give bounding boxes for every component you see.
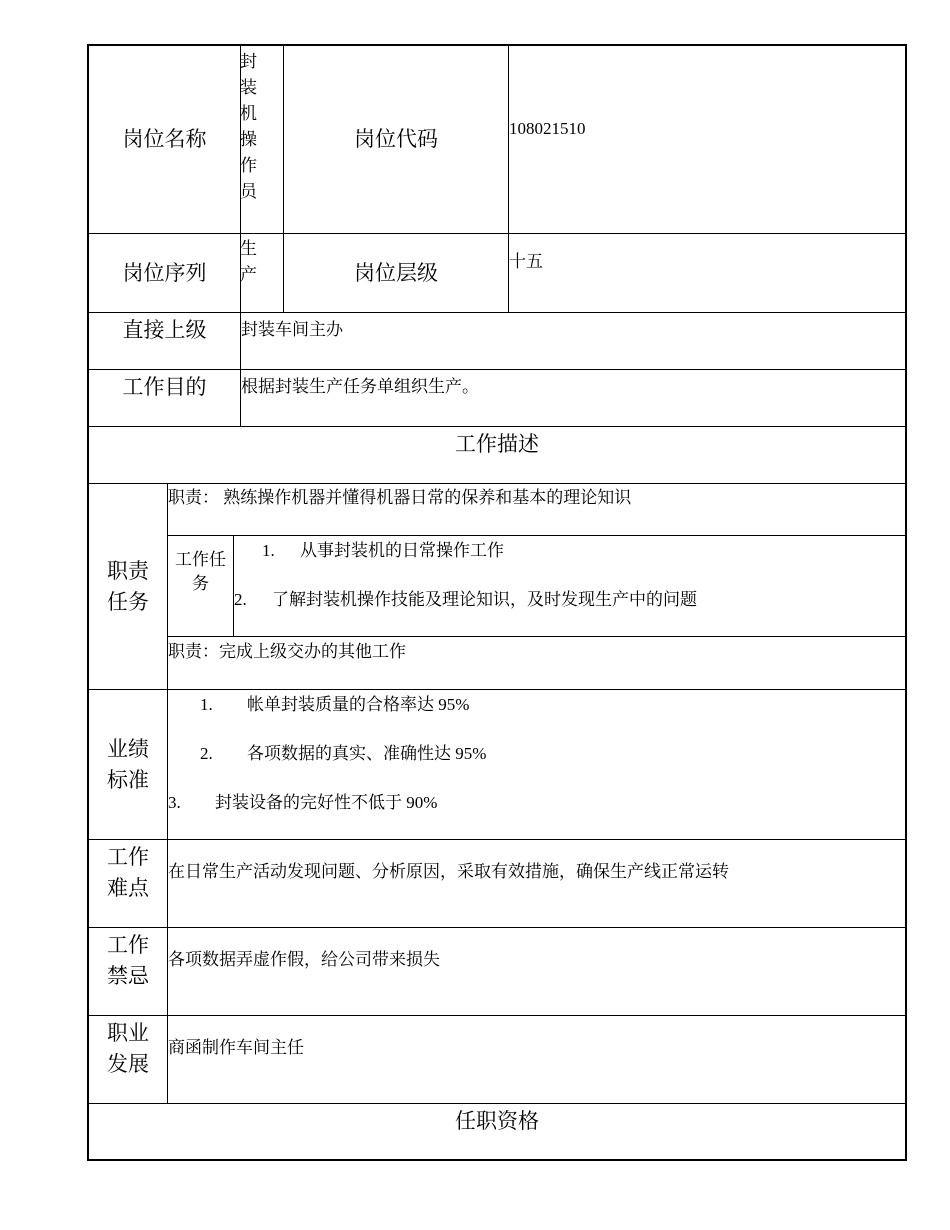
supervisor-value [241, 318, 891, 342]
supervisor-text: 封装车间主办 [241, 320, 343, 339]
label-difficulty [89, 842, 167, 904]
label-tasks [168, 548, 233, 596]
hline [87, 312, 907, 313]
position-name-text: 封装机操作员 [240, 52, 257, 201]
position-level-text: 十五 [509, 252, 543, 271]
section-work-description [89, 429, 905, 460]
section-qualification [89, 1106, 905, 1137]
duty-1 [168, 486, 898, 510]
label-position-series-text: 岗位序列 [122, 260, 207, 285]
task-1-text: 从事封装机的日常操作工作 [300, 541, 504, 560]
border-right [905, 44, 907, 1161]
task-2-text: 了解封装机操作技能及理论知识，及时发现生产中的问题 [272, 590, 697, 609]
label-position-level-text: 岗位层级 [354, 260, 438, 285]
difficulty-text: 在日常生产活动发现问题、分析原因，采取有效措施，确保生产线正常运转 [168, 862, 729, 881]
career-text: 商函制作车间主任 [168, 1038, 304, 1057]
label-position-name [89, 46, 240, 233]
performance-item-3 [168, 791, 888, 815]
hline [87, 839, 907, 840]
taboo-text: 各项数据弄虚作假，给公司带来损失 [168, 950, 440, 969]
hline [87, 689, 907, 690]
performance-item-1 [200, 693, 890, 717]
label-career-line2: 发展 [107, 1052, 149, 1076]
label-purpose-text: 工作目的 [122, 375, 207, 399]
hline [167, 636, 907, 637]
label-duties-line1: 职责 [107, 558, 149, 583]
performance-item-3-number: 3. [168, 793, 181, 812]
task-1-number: 1. [262, 541, 275, 560]
label-difficulty-line1: 工作 [107, 845, 149, 869]
position-name-value [240, 49, 260, 229]
section-work-description-text: 工作描述 [455, 432, 539, 456]
performance-item-2-text: 各项数据的真实、准确性达 95% [247, 744, 487, 763]
border-bottom [87, 1159, 907, 1161]
label-duties [89, 484, 167, 689]
label-difficulty-line2: 难点 [107, 876, 149, 900]
performance-item-1-number: 1. [200, 695, 213, 714]
label-taboo [89, 930, 167, 992]
performance-item-3-text: 封装设备的完好性不低于 90% [215, 793, 438, 812]
label-tasks-line2: 务 [192, 574, 209, 593]
label-taboo-line2: 禁忌 [107, 964, 149, 988]
purpose-value [241, 375, 891, 399]
hline [87, 426, 907, 427]
label-position-level [284, 234, 508, 312]
hline [87, 1103, 907, 1104]
label-performance [89, 690, 167, 839]
position-level-value [509, 250, 899, 274]
label-supervisor [89, 315, 240, 346]
position-series-value [240, 236, 260, 308]
performance-item-1-text: 帐单封装质量的合格率达 95% [247, 695, 470, 714]
performance-item-2 [200, 742, 890, 766]
label-position-series [89, 234, 240, 312]
hline [87, 483, 907, 484]
label-supervisor-text: 直接上级 [122, 318, 207, 342]
label-performance-line2: 标准 [107, 767, 149, 792]
label-career [89, 1018, 167, 1080]
performance-item-2-number: 2. [200, 744, 213, 763]
section-qualification-text: 任职资格 [455, 1109, 539, 1133]
label-purpose [89, 372, 240, 403]
difficulty-value [168, 860, 898, 884]
hline [87, 927, 907, 928]
career-value [168, 1036, 898, 1060]
task-2-number: 2. [234, 590, 247, 609]
position-series-text: 生产 [240, 239, 257, 284]
hline [87, 369, 907, 370]
duty-2-text: 职责：完成上级交办的其他工作 [168, 642, 406, 661]
label-performance-line1: 业绩 [107, 736, 149, 761]
task-2 [234, 588, 894, 612]
duty-2 [168, 640, 898, 664]
hline [87, 1015, 907, 1016]
label-taboo-line1: 工作 [107, 933, 149, 957]
duty-1-text: 职责： 熟练操作机器并懂得机器日常的保养和基本的理论知识 [168, 488, 632, 507]
label-position-code [284, 46, 508, 233]
position-code-value [509, 117, 899, 141]
label-duties-line2: 任务 [107, 589, 149, 614]
label-position-name-text: 岗位名称 [122, 127, 207, 151]
taboo-value [168, 948, 898, 972]
task-1 [262, 539, 892, 563]
hline [167, 535, 907, 536]
label-career-line1: 职业 [107, 1021, 149, 1045]
purpose-text: 根据封装生产任务单组织生产。 [241, 377, 479, 396]
label-tasks-line1: 工作任 [175, 550, 226, 569]
position-code-text: 108021510 [509, 119, 586, 138]
vline [233, 535, 234, 636]
label-position-code-text: 岗位代码 [354, 127, 438, 151]
